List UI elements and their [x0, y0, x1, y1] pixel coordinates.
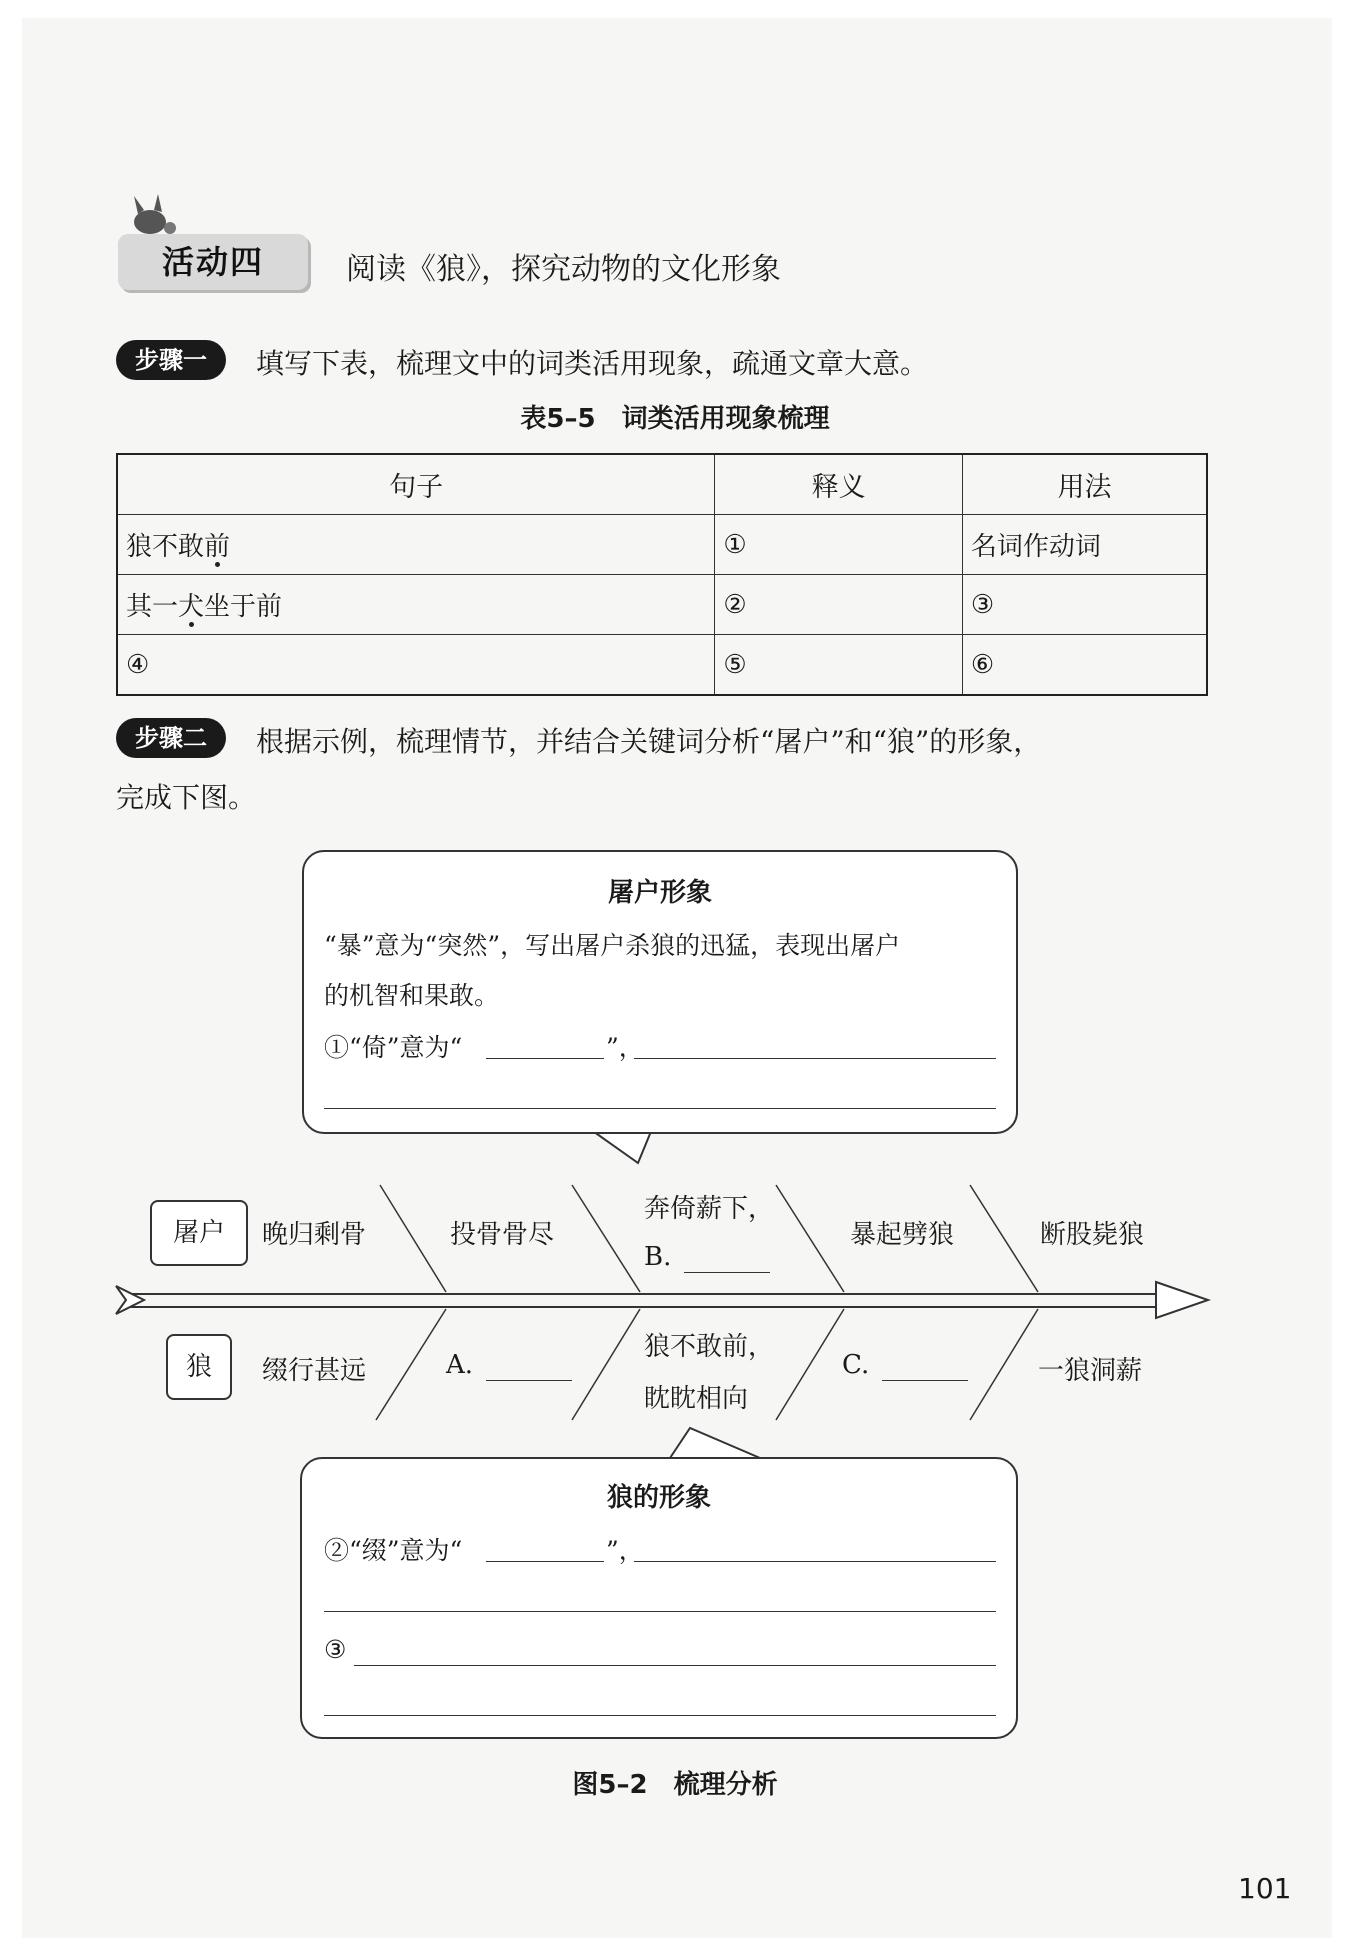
usage-cell[interactable]: ③ — [962, 575, 1207, 635]
q2-mid: ”， — [606, 1536, 644, 1565]
event-wolf-5: 一狼洞薪 — [1038, 1356, 1143, 1386]
butcher-example-line1: “暴”意为“突然”，写出屠户杀狼的迅猛，表现出屠户 — [324, 931, 901, 960]
wolf-row-label: 狼 — [166, 1334, 232, 1400]
q1-blank-meaning[interactable] — [486, 1058, 604, 1059]
sentence-cell[interactable]: ④ — [117, 635, 715, 696]
butcher-box-title: 屠户形象 — [607, 878, 712, 908]
blank-b-label: B. — [644, 1242, 672, 1272]
q3-blank-line2[interactable] — [324, 1715, 996, 1716]
event-wolf-1: 缀行甚远 — [262, 1356, 367, 1386]
butcher-example-line2: 的机智和果敢。 — [324, 981, 500, 1010]
q1-mid: ”， — [606, 1033, 644, 1062]
q1-label: ①“倚”意为“ — [324, 1033, 463, 1062]
step1-pill: 步骤一 — [116, 340, 226, 380]
blank-c[interactable] — [882, 1380, 968, 1381]
header-meaning: 释义 — [715, 454, 963, 515]
event-butcher-1: 晚归剩骨 — [262, 1220, 367, 1250]
header-sentence: 句子 — [117, 454, 715, 515]
q2-blank-meaning[interactable] — [486, 1561, 604, 1562]
event-wolf-3b: 眈眈相向 — [644, 1384, 749, 1414]
step1-text: 填写下表，梳理文中的词类活用现象，疏通文章大意。 — [256, 347, 929, 380]
q3-blank[interactable] — [354, 1665, 996, 1666]
butcher-row-label: 屠户 — [150, 1200, 248, 1266]
sentence-text: 坐于前 — [204, 592, 283, 622]
blank-b[interactable] — [684, 1272, 770, 1273]
meaning-cell[interactable]: ⑤ — [715, 635, 963, 696]
wolf-image-box — [300, 1457, 1018, 1739]
activity-title: 阅读《狼》，探究动物的文化形象 — [346, 252, 781, 287]
blank-a[interactable] — [486, 1380, 572, 1381]
page-number: 101 — [1238, 1872, 1292, 1905]
table-caption: 表5–5 词类活用现象梳理 — [520, 404, 830, 434]
sentence-text: 狼不敢 — [126, 532, 205, 562]
q1-blank-analysis[interactable] — [634, 1058, 996, 1059]
emphasis-char: 前 — [204, 526, 230, 563]
butcher-image-box — [302, 850, 1018, 1134]
event-butcher-2: 投骨骨尽 — [450, 1220, 555, 1250]
wolf-box-title: 狼的形象 — [606, 1483, 711, 1513]
event-wolf-3a: 狼不敢前， — [644, 1332, 775, 1362]
meaning-cell[interactable]: ① — [715, 515, 963, 575]
usage-cell: 名词作动词 — [962, 515, 1207, 575]
step2-text-line2: 完成下图。 — [116, 781, 257, 814]
step2-pill: 步骤二 — [116, 718, 226, 758]
event-butcher-3: 奔倚薪下， — [644, 1194, 775, 1224]
header-usage: 用法 — [962, 454, 1207, 515]
blank-c-label: C. — [842, 1350, 870, 1380]
q1-blank-line2[interactable] — [324, 1108, 996, 1109]
emphasis-char: 犬 — [178, 586, 204, 623]
event-butcher-5: 断股毙狼 — [1040, 1220, 1145, 1250]
meaning-cell[interactable]: ② — [715, 575, 963, 635]
sentence-text: 其一 — [126, 592, 179, 622]
event-butcher-4: 暴起劈狼 — [850, 1220, 955, 1250]
q3-label: ③ — [324, 1635, 347, 1664]
blank-a-label: A. — [446, 1350, 474, 1380]
q2-blank-analysis[interactable] — [634, 1561, 996, 1562]
q2-blank-line2[interactable] — [324, 1611, 996, 1612]
activity-badge: 活动四 — [118, 234, 308, 290]
figure-caption: 图5–2 梳理分析 — [572, 1770, 778, 1800]
q2-label: ②“缀”意为“ — [324, 1536, 463, 1565]
step2-text-line1: 根据示例，梳理情节，并结合关键词分析“屠户”和“狼”的形象， — [256, 725, 1042, 758]
usage-cell[interactable]: ⑥ — [962, 635, 1207, 696]
